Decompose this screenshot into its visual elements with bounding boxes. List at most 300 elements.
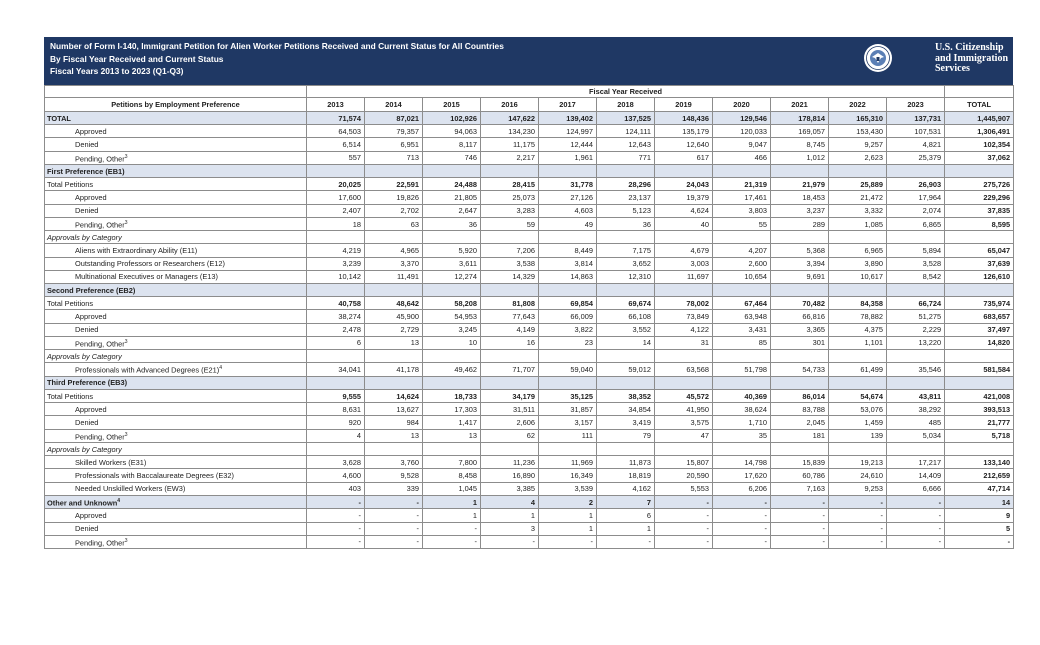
row-label: Total Petitions — [45, 297, 307, 310]
value-cell: 3,575 — [655, 416, 713, 429]
value-cell: 77,643 — [481, 310, 539, 323]
value-cell: 25,073 — [481, 191, 539, 204]
table-row — [45, 495, 1014, 508]
value-cell: 5,553 — [655, 482, 713, 495]
value-cell — [887, 376, 945, 389]
value-cell: 59,040 — [539, 363, 597, 376]
value-cell: 4,375 — [829, 323, 887, 336]
value-cell: 86,014 — [771, 390, 829, 403]
value-cell: 13,627 — [365, 403, 423, 416]
value-cell: 54,733 — [771, 363, 829, 376]
total-cell: 5 — [945, 522, 1014, 535]
value-cell: 485 — [887, 416, 945, 429]
row-label: Outstanding Professors or Researchers (E12) — [45, 257, 307, 270]
table-row — [45, 469, 1014, 482]
value-cell: 9,047 — [713, 138, 771, 151]
value-cell: 746 — [423, 151, 481, 164]
value-cell: 94,063 — [423, 125, 481, 138]
year-header: 2014 — [365, 98, 423, 112]
value-cell: 137,731 — [887, 112, 945, 125]
value-cell: 139 — [829, 429, 887, 442]
value-cell: 34,179 — [481, 390, 539, 403]
year-header: 2021 — [771, 98, 829, 112]
value-cell: 19,379 — [655, 191, 713, 204]
value-cell: - — [365, 509, 423, 522]
value-cell: 5,368 — [771, 244, 829, 257]
value-cell: 5,894 — [887, 244, 945, 257]
value-cell: 31,511 — [481, 403, 539, 416]
value-cell: 466 — [713, 151, 771, 164]
value-cell — [365, 231, 423, 244]
value-cell: 7,800 — [423, 456, 481, 469]
value-cell: 3,760 — [365, 456, 423, 469]
value-cell: 17,964 — [887, 191, 945, 204]
total-cell: 229,296 — [945, 191, 1014, 204]
value-cell — [829, 443, 887, 456]
value-cell: 1,012 — [771, 151, 829, 164]
value-cell: 14,798 — [713, 456, 771, 469]
value-cell: - — [713, 495, 771, 508]
value-cell: 2,702 — [365, 204, 423, 217]
table-row — [45, 284, 1014, 297]
value-cell: 63,948 — [713, 310, 771, 323]
value-cell: 13 — [423, 429, 481, 442]
value-cell: 4,162 — [597, 482, 655, 495]
footnote-marker: 4 — [219, 365, 222, 372]
value-cell: 38,292 — [887, 403, 945, 416]
row-label: Denied — [45, 204, 307, 217]
value-cell — [539, 443, 597, 456]
year-header: 2020 — [713, 98, 771, 112]
table-row — [45, 522, 1014, 535]
value-cell: 79 — [597, 429, 655, 442]
value-cell — [539, 165, 597, 178]
row-label: Approvals by Category — [45, 443, 307, 456]
value-cell: 25,889 — [829, 178, 887, 191]
value-cell: 45,900 — [365, 310, 423, 323]
value-cell — [713, 350, 771, 363]
value-cell: 2,623 — [829, 151, 887, 164]
table-row — [45, 125, 1014, 138]
table-row — [45, 390, 1014, 403]
table-row — [45, 509, 1014, 522]
value-cell: 4,122 — [655, 323, 713, 336]
value-cell: 14,624 — [365, 390, 423, 403]
value-cell — [713, 443, 771, 456]
value-cell: 62 — [481, 429, 539, 442]
value-cell: 4,149 — [481, 323, 539, 336]
value-cell — [365, 443, 423, 456]
table-row — [45, 217, 1014, 230]
value-cell — [539, 376, 597, 389]
value-cell: 124,997 — [539, 125, 597, 138]
value-cell: 8,449 — [539, 244, 597, 257]
value-cell: 3,332 — [829, 204, 887, 217]
value-cell: 12,640 — [655, 138, 713, 151]
value-cell: 47 — [655, 429, 713, 442]
value-cell: 129,546 — [713, 112, 771, 125]
fiscal-year-header-row — [45, 86, 1014, 98]
value-cell: 16 — [481, 336, 539, 349]
value-cell — [423, 231, 481, 244]
value-cell: 771 — [597, 151, 655, 164]
total-cell: 8,595 — [945, 217, 1014, 230]
value-cell: 134,230 — [481, 125, 539, 138]
value-cell: 12,444 — [539, 138, 597, 151]
value-cell: 69,854 — [539, 297, 597, 310]
value-cell: - — [365, 522, 423, 535]
value-cell: - — [655, 522, 713, 535]
value-cell: 9,691 — [771, 270, 829, 283]
value-cell: 19,213 — [829, 456, 887, 469]
value-cell: 102,926 — [423, 112, 481, 125]
value-cell — [307, 443, 365, 456]
value-cell: 21,319 — [713, 178, 771, 191]
value-cell: 35,125 — [539, 390, 597, 403]
value-cell: 28,296 — [597, 178, 655, 191]
value-cell — [597, 231, 655, 244]
value-cell — [829, 165, 887, 178]
value-cell: 6 — [597, 509, 655, 522]
report-subtitle: By Fiscal Year Received and Current Status — [50, 53, 224, 64]
value-cell: 4,679 — [655, 244, 713, 257]
value-cell: 54,953 — [423, 310, 481, 323]
value-cell — [887, 231, 945, 244]
value-cell: 78,882 — [829, 310, 887, 323]
value-cell: 9,528 — [365, 469, 423, 482]
value-cell: 124,111 — [597, 125, 655, 138]
total-header: TOTAL — [945, 98, 1014, 112]
value-cell: 70,482 — [771, 297, 829, 310]
value-cell — [365, 350, 423, 363]
value-cell: 11,873 — [597, 456, 655, 469]
value-cell: 139,402 — [539, 112, 597, 125]
value-cell: 48,642 — [365, 297, 423, 310]
value-cell — [481, 231, 539, 244]
value-cell: 66,108 — [597, 310, 655, 323]
value-cell: 3,814 — [539, 257, 597, 270]
value-cell — [307, 231, 365, 244]
row-label: Pending, Other$^3$ — [45, 535, 307, 548]
value-cell — [481, 165, 539, 178]
value-cell — [713, 165, 771, 178]
year-header-row — [45, 98, 1014, 112]
row-label: Professionals with Advanced Degrees $(E21)^4$ — [45, 363, 307, 376]
year-header: 2015 — [423, 98, 481, 112]
table-row — [45, 178, 1014, 191]
value-cell: 31,778 — [539, 178, 597, 191]
value-cell: 3,003 — [655, 257, 713, 270]
value-cell — [481, 284, 539, 297]
value-cell: 301 — [771, 336, 829, 349]
value-cell: 38,274 — [307, 310, 365, 323]
value-cell: 73,849 — [655, 310, 713, 323]
value-cell: 3,283 — [481, 204, 539, 217]
value-cell: 7,163 — [771, 482, 829, 495]
value-cell: - — [771, 522, 829, 535]
value-cell: 6 — [307, 336, 365, 349]
value-cell: 27,126 — [539, 191, 597, 204]
total-cell: 102,354 — [945, 138, 1014, 151]
value-cell: 40,369 — [713, 390, 771, 403]
row-label: Approved — [45, 310, 307, 323]
report-sheet — [44, 37, 1013, 549]
value-cell: - — [713, 509, 771, 522]
value-cell: 17,620 — [713, 469, 771, 482]
value-cell: 24,610 — [829, 469, 887, 482]
year-header: 2023 — [887, 98, 945, 112]
row-label: Denied — [45, 522, 307, 535]
row-label: Second Preference (EB2) — [45, 284, 307, 297]
value-cell: 16,890 — [481, 469, 539, 482]
value-cell: 557 — [307, 151, 365, 164]
value-cell: 3,239 — [307, 257, 365, 270]
row-label: Needed Unskilled Workers (EW3) — [45, 482, 307, 495]
value-cell: 17,303 — [423, 403, 481, 416]
value-cell: 3,890 — [829, 257, 887, 270]
row-label: Approved — [45, 125, 307, 138]
value-cell — [829, 284, 887, 297]
row-label: First Preference (EB1) — [45, 165, 307, 178]
value-cell: 9,257 — [829, 138, 887, 151]
value-cell: 11,697 — [655, 270, 713, 283]
total-cell: 37,497 — [945, 323, 1014, 336]
row-label: Aliens with Extraordinary Ability (E11) — [45, 244, 307, 257]
row-label: Approved — [45, 403, 307, 416]
table-row — [45, 231, 1014, 244]
value-cell — [481, 350, 539, 363]
value-cell: 2,729 — [365, 323, 423, 336]
value-cell: 1,961 — [539, 151, 597, 164]
value-cell: 31,857 — [539, 403, 597, 416]
value-cell: 120,033 — [713, 125, 771, 138]
value-cell — [655, 350, 713, 363]
value-cell: 38,352 — [597, 390, 655, 403]
value-cell: 41,950 — [655, 403, 713, 416]
value-cell — [597, 284, 655, 297]
value-cell: 35,546 — [887, 363, 945, 376]
table-row — [45, 535, 1014, 548]
value-cell: 26,903 — [887, 178, 945, 191]
row-label: Pending, Other$^3$ — [45, 429, 307, 442]
value-cell: 49,462 — [423, 363, 481, 376]
total-cell — [945, 350, 1014, 363]
value-cell: 66,816 — [771, 310, 829, 323]
total-cell — [945, 443, 1014, 456]
value-cell: 3,628 — [307, 456, 365, 469]
value-cell — [887, 284, 945, 297]
value-cell: 15,807 — [655, 456, 713, 469]
value-cell: 2,217 — [481, 151, 539, 164]
value-cell: 78,002 — [655, 297, 713, 310]
footnote-marker: 4 — [117, 497, 120, 504]
row-label: Denied — [45, 416, 307, 429]
value-cell: 7 — [597, 495, 655, 508]
value-cell: 3,370 — [365, 257, 423, 270]
value-cell: 3 — [481, 522, 539, 535]
value-cell: 11,969 — [539, 456, 597, 469]
value-cell: 5,034 — [887, 429, 945, 442]
total-cell — [945, 231, 1014, 244]
value-cell — [307, 165, 365, 178]
value-cell: 6,865 — [887, 217, 945, 230]
value-cell — [655, 284, 713, 297]
row-label: Approved — [45, 509, 307, 522]
table-row — [45, 336, 1014, 349]
value-cell: 11,236 — [481, 456, 539, 469]
table-row — [45, 204, 1014, 217]
value-cell: 15,839 — [771, 456, 829, 469]
value-cell — [887, 350, 945, 363]
value-cell: - — [887, 509, 945, 522]
value-cell: 1,085 — [829, 217, 887, 230]
value-cell — [655, 376, 713, 389]
value-cell: 6,666 — [887, 482, 945, 495]
value-cell: - — [307, 495, 365, 508]
value-cell — [423, 284, 481, 297]
value-cell: 17,600 — [307, 191, 365, 204]
value-cell: 67,464 — [713, 297, 771, 310]
row-label: Approvals by Category — [45, 231, 307, 244]
value-cell: 41,178 — [365, 363, 423, 376]
total-cell — [945, 165, 1014, 178]
value-cell — [829, 376, 887, 389]
value-cell: 31 — [655, 336, 713, 349]
value-cell: 69,674 — [597, 297, 655, 310]
footnote-marker: 3 — [124, 153, 128, 160]
value-cell: 36 — [597, 217, 655, 230]
value-cell: 71,574 — [307, 112, 365, 125]
value-cell: 2 — [539, 495, 597, 508]
value-cell: 63 — [365, 217, 423, 230]
value-cell: 3,822 — [539, 323, 597, 336]
footnote-marker: 3 — [124, 537, 128, 544]
value-cell: 3,803 — [713, 204, 771, 217]
row-label: Denied — [45, 138, 307, 151]
value-cell — [829, 350, 887, 363]
value-cell — [597, 443, 655, 456]
value-cell: 1,101 — [829, 336, 887, 349]
total-cell: 47,714 — [945, 482, 1014, 495]
value-cell: 4 — [307, 429, 365, 442]
row-label: Approvals by Category — [45, 350, 307, 363]
value-cell: 13 — [365, 429, 423, 442]
value-cell: 3,611 — [423, 257, 481, 270]
value-cell — [307, 284, 365, 297]
value-cell: 1,459 — [829, 416, 887, 429]
value-cell: 59,012 — [597, 363, 655, 376]
value-cell — [771, 284, 829, 297]
value-cell: 54,674 — [829, 390, 887, 403]
value-cell: - — [539, 535, 597, 548]
value-cell: 19,826 — [365, 191, 423, 204]
value-cell — [655, 231, 713, 244]
total-cell: 37,062 — [945, 151, 1014, 164]
value-cell — [539, 284, 597, 297]
value-cell: 58,208 — [423, 297, 481, 310]
value-cell — [481, 443, 539, 456]
value-cell: 1 — [539, 509, 597, 522]
table-row — [45, 403, 1014, 416]
value-cell: 4,624 — [655, 204, 713, 217]
value-cell: 18,733 — [423, 390, 481, 403]
row-label: Third Preference (EB3) — [45, 376, 307, 389]
value-cell: 5,123 — [597, 204, 655, 217]
value-cell: - — [423, 522, 481, 535]
value-cell — [597, 350, 655, 363]
total-cell: - — [945, 535, 1014, 548]
value-cell: 43,811 — [887, 390, 945, 403]
value-cell: 1 — [423, 495, 481, 508]
value-cell: 2,407 — [307, 204, 365, 217]
total-cell: 37,639 — [945, 257, 1014, 270]
value-cell: 25,379 — [887, 151, 945, 164]
report-period: Fiscal Years 2013 to 2023 (Q1-Q3) — [50, 66, 184, 76]
value-cell — [655, 165, 713, 178]
table-row — [45, 323, 1014, 336]
value-cell: 2,647 — [423, 204, 481, 217]
value-cell: 7,206 — [481, 244, 539, 257]
value-cell: 34,041 — [307, 363, 365, 376]
value-cell: 1 — [539, 522, 597, 535]
value-cell: 83,788 — [771, 403, 829, 416]
value-cell: 10,142 — [307, 270, 365, 283]
value-cell: 148,436 — [655, 112, 713, 125]
value-cell — [423, 443, 481, 456]
row-label: TOTAL — [45, 112, 307, 125]
value-cell: 2,600 — [713, 257, 771, 270]
value-cell: 178,814 — [771, 112, 829, 125]
value-cell: 339 — [365, 482, 423, 495]
table-row — [45, 112, 1014, 125]
value-cell: 13 — [365, 336, 423, 349]
row-label: Denied — [45, 323, 307, 336]
value-cell: 2,045 — [771, 416, 829, 429]
value-cell: 6,965 — [829, 244, 887, 257]
value-cell: 84,358 — [829, 297, 887, 310]
row-label: Skilled Workers (E31) — [45, 456, 307, 469]
row-label: Multinational Executives or Managers (E13) — [45, 270, 307, 283]
total-cell: 212,659 — [945, 469, 1014, 482]
value-cell: 8,745 — [771, 138, 829, 151]
value-cell: - — [365, 495, 423, 508]
value-cell: 40 — [655, 217, 713, 230]
table-row — [45, 151, 1014, 164]
table-body — [45, 86, 1014, 549]
value-cell: 3,539 — [539, 482, 597, 495]
value-cell: - — [307, 535, 365, 548]
value-cell: 3,385 — [481, 482, 539, 495]
value-cell: 61,499 — [829, 363, 887, 376]
value-cell: 12,310 — [597, 270, 655, 283]
value-cell: 3,652 — [597, 257, 655, 270]
value-cell: 36 — [423, 217, 481, 230]
footnote-marker: 3 — [124, 219, 128, 226]
value-cell: - — [887, 522, 945, 535]
value-cell: 45,572 — [655, 390, 713, 403]
value-cell — [887, 443, 945, 456]
value-cell: 14,409 — [887, 469, 945, 482]
dhs-seal-icon — [863, 43, 893, 73]
blank-corner-right — [945, 86, 1014, 98]
value-cell: 16,349 — [539, 469, 597, 482]
value-cell: 11,491 — [365, 270, 423, 283]
table-row — [45, 244, 1014, 257]
row-label: Total Petitions — [45, 178, 307, 191]
total-cell: 9 — [945, 509, 1014, 522]
total-cell: 1,445,907 — [945, 112, 1014, 125]
row-header-label: Petitions by Employment Preference — [45, 98, 307, 112]
